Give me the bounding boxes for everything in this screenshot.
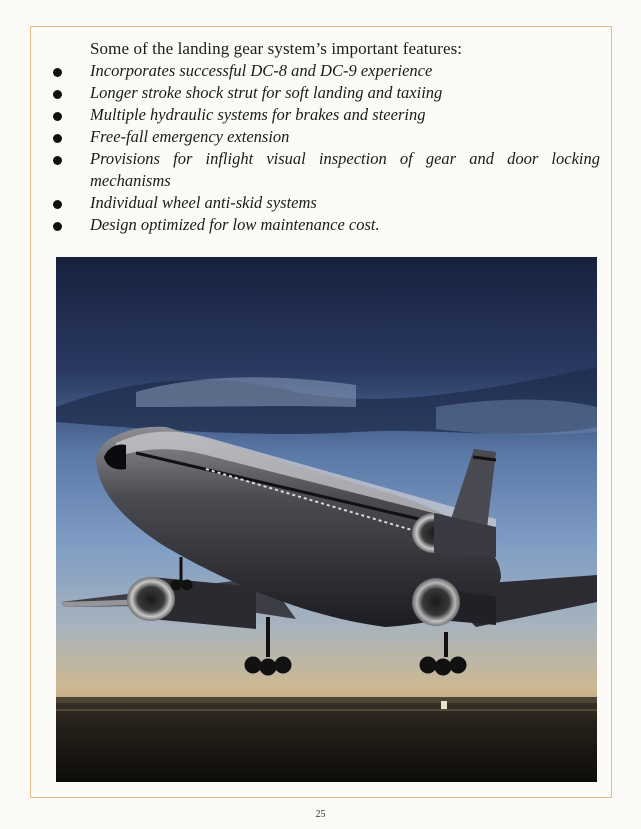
feature-item — [50, 148, 600, 192]
bullet-icon — [53, 134, 62, 143]
aircraft-photo — [56, 257, 597, 782]
feature-item — [50, 126, 600, 148]
feature-text: Incorporates successful DC-8 and DC-9 experience — [90, 61, 433, 80]
page-number: 25 — [315, 809, 326, 820]
feature-list — [50, 60, 600, 236]
feature-text: Individual wheel anti-skid systems — [90, 193, 317, 212]
feature-text: Longer stroke shock strut for soft landing and taxiing — [90, 83, 443, 102]
bullet-icon — [53, 222, 62, 231]
bullet-icon — [53, 156, 62, 165]
feature-text: Multiple hydraulic systems for brakes and steering — [90, 105, 426, 124]
bullet-icon — [53, 68, 62, 77]
intro-text: Some of the landing gear system’s important features: — [90, 39, 463, 58]
feature-item — [50, 82, 600, 104]
bullet-icon — [53, 112, 62, 121]
bullet-icon — [53, 200, 62, 209]
feature-text: Free-fall emergency extension — [90, 127, 290, 146]
bullet-icon — [53, 90, 62, 99]
feature-text: Provisions for inflight visual inspection of gear and door locking mechanisms — [90, 149, 600, 190]
feature-item — [50, 60, 600, 82]
feature-item — [50, 104, 600, 126]
feature-text: Design optimized for low maintenance cost. — [90, 215, 380, 234]
feature-item — [50, 192, 600, 214]
feature-item — [50, 214, 600, 236]
